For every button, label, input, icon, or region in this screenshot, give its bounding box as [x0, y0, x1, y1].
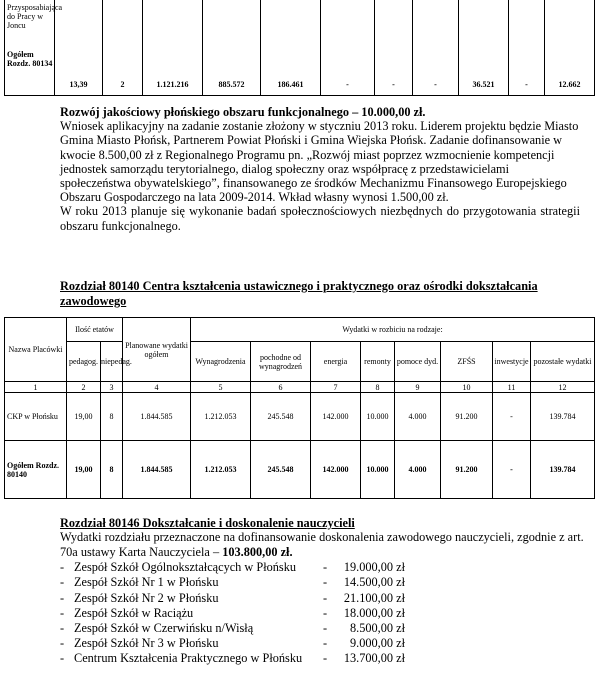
cell: 1.212.053: [191, 441, 251, 499]
cell: 245.548: [251, 441, 311, 499]
cell: 142.000: [311, 441, 361, 499]
cell: 91.200: [441, 441, 493, 499]
header-ilosc: Ilość etatów: [67, 318, 123, 342]
list-item: - Zespół Szkół Nr 2 w Płońsku - 21.100,00 zł: [60, 590, 405, 605]
cell: 4: [123, 382, 191, 393]
table-row-total-80134: [5, 50, 595, 95]
section-obszar-funkcjonalny: [60, 105, 580, 233]
cell: 10.000: [361, 441, 395, 499]
placowka-name: Przysposabiająca do Pracy w Joncu: [5, 0, 55, 50]
cell: 8: [101, 393, 123, 441]
cell: 4.000: [395, 441, 441, 499]
header-col: pochodne od wynagrodzeń: [251, 342, 311, 382]
cell: 91.200: [441, 393, 493, 441]
cell: 139.784: [531, 393, 595, 441]
cell: 1.212.053: [191, 393, 251, 441]
school-list: [60, 560, 590, 666]
section-80146: [60, 516, 590, 667]
paragraph: [60, 530, 590, 559]
cell: 7: [311, 382, 361, 393]
header-col: pozostałe wydatki: [531, 342, 595, 382]
cell: 4.000: [395, 393, 441, 441]
cell: 8: [101, 441, 123, 499]
cell: 9: [395, 382, 441, 393]
intro-text: Wydatki rozdziału przeznaczone na dofinansowanie doskonalenia zawodowego nauczycieli, zgodnie z art. 70a ustawy Karta Nauczyciela –: [60, 530, 584, 559]
cell: 2: [103, 50, 143, 95]
cell: 19,00: [67, 441, 101, 499]
section-heading: Rozdział 80146 Dokształcanie i doskonalenie nauczycieli: [60, 516, 355, 530]
cell: 1.121.216: [143, 50, 203, 95]
cell: 10.000: [361, 393, 395, 441]
cell: 10: [441, 382, 493, 393]
header-pedag: pedagog.: [67, 342, 101, 382]
header-col: Wynagrodzenia: [191, 342, 251, 382]
table-80140: [4, 317, 595, 499]
intro-amount: 103.800,00 zł.: [222, 544, 293, 559]
table-row-numbers: [5, 382, 595, 393]
total-label: Ogółem Rozdz. 80134: [5, 50, 55, 95]
row-label: Ogółem Rozdz. 80140: [5, 441, 67, 499]
list-item: - Centrum Kształcenia Praktycznego w Płońsku - 13.700,00 zł: [60, 651, 405, 666]
cell: 245.548: [251, 393, 311, 441]
cell: 1.844.585: [123, 393, 191, 441]
cell: 13,39: [55, 50, 103, 95]
header-col: pomoce dyd.: [395, 342, 441, 382]
cell: 12.662: [545, 50, 595, 95]
row-label: CKP w Płońsku: [5, 393, 67, 441]
cell: -: [375, 50, 413, 95]
list-item: - Zespół Szkół Ogólnokształcących w Płońsku - 19.000,00 zł: [60, 560, 405, 575]
cell: 1: [5, 382, 67, 393]
cell: 885.572: [203, 50, 261, 95]
cell: 3: [101, 382, 123, 393]
header-col: inwestycje: [493, 342, 531, 382]
paragraph: Wniosek aplikacyjny na zadanie zostanie złożony w styczniu 2013 roku. Liderem projektu będzie Miasto Gmina Miasto Płońsk, Partnerem Powiat Płoński i Gmina Wiejska Płońsk. Zadanie dofinansowanie w kwocie 8.500,00 zł z Regionalnego Programu pn. „Rozwój miast poprzez wzmocnienie kompetencji jednostek samorządu terytorialnego, dialog społeczny oraz współpracę z przedstawicielami społeczeństwa obywatelskiego”, finansowanego ze środków Mechanizmu Finansowego Europejskiego Obszaru Gospodarczego na lata 2009-2014. Wkład własny wynosi 1.500,00 zł.: [60, 119, 579, 205]
paragraph: W roku 2013 planuje się wykonanie badań społecznościowych niezbędnych do przygotowania strategii obszaru funkcjonalnego.: [60, 204, 580, 233]
cell: 12: [531, 382, 595, 393]
header-col: energia: [311, 342, 361, 382]
header-col: remonty: [361, 342, 395, 382]
section-heading-80140: Rozdział 80140 Centra kształcenia ustawicznego i praktycznego oraz ośrodki dokształcania zawodowego: [60, 279, 538, 308]
table-row: [5, 393, 595, 441]
list-item: - Zespół Szkół Nr 1 w Płońsku - 14.500,00 zł: [60, 575, 405, 590]
cell: 139.784: [531, 441, 595, 499]
cell: -: [509, 50, 545, 95]
cell: 6: [251, 382, 311, 393]
cell: 5: [191, 382, 251, 393]
cell: 186.461: [261, 50, 321, 95]
table-row-total: [5, 441, 595, 499]
cell: -: [493, 393, 531, 441]
cell: 11: [493, 382, 531, 393]
list-item: - Zespół Szkół w Czerwińsku n/Wisłą - 8.500,00 zł: [60, 620, 405, 635]
cell: 2: [67, 382, 101, 393]
list-item: - Zespół Szkół Nr 3 w Płońsku - 9.000,00 zł: [60, 636, 405, 651]
cell: -: [493, 441, 531, 499]
list-item: - Zespół Szkół w Raciążu - 18.000,00 zł: [60, 605, 405, 620]
header-wydatki: Wydatki w rozbiciu na rodzaje:: [191, 318, 595, 342]
header-nazwa: Nazwa Placówki: [5, 318, 67, 382]
header-col: ZFŚS: [441, 342, 493, 382]
cell: 36.521: [459, 50, 509, 95]
cell: 1.844.585: [123, 441, 191, 499]
cell: -: [413, 50, 459, 95]
cell: 142.000: [311, 393, 361, 441]
section-heading: Rozwój jakościowy płońskiego obszaru funkcjonalnego – 10.000,00 zł.: [60, 105, 426, 119]
cell: 8: [361, 382, 395, 393]
header-niepedag: niepedag.: [101, 342, 123, 382]
header-planowane: Planowane wydatki ogółem: [123, 318, 191, 382]
table-80134: [4, 0, 595, 96]
cell: 19,00: [67, 393, 101, 441]
cell: -: [321, 50, 375, 95]
